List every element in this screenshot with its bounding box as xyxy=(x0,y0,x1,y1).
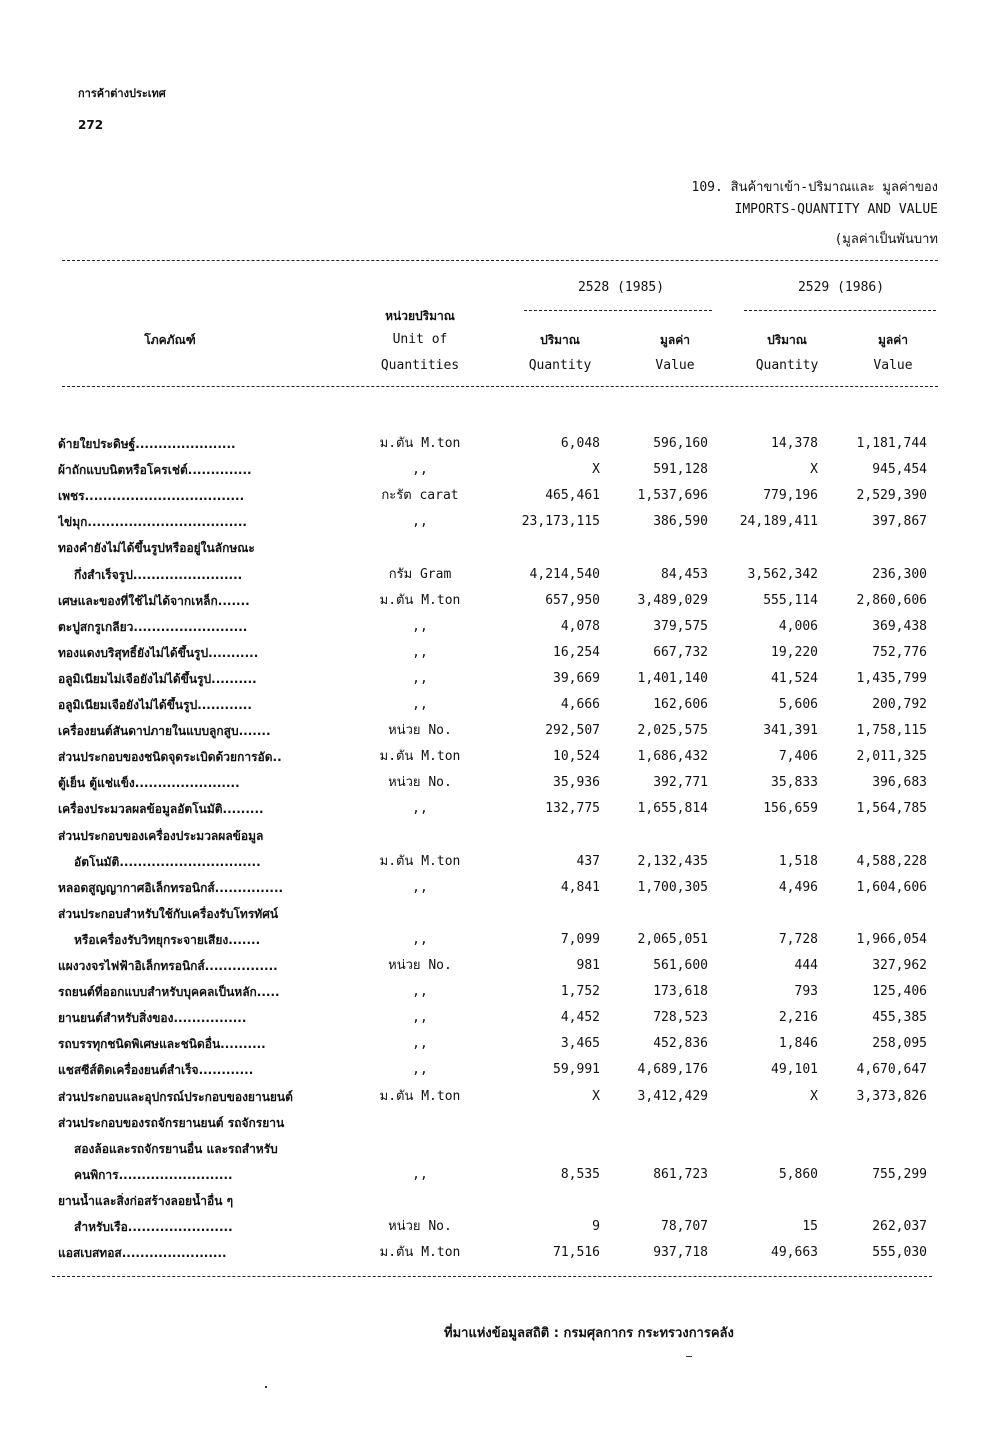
value-1985-cell: 162,606 xyxy=(653,697,708,712)
commodity-cell: หรือเครื่องรับวิทยุกระจายเสียง....... xyxy=(74,932,261,947)
commodity-cell: ทองแดงบริสุทธิ์ยังไม่ได้ขึ้นรูป........... xyxy=(58,645,259,660)
quantity-1986-cell: 341,391 xyxy=(763,723,818,739)
value-1986-cell: 1,966,054 xyxy=(856,931,927,947)
commodity-cell: แอสเบสทอส....................... xyxy=(58,1246,227,1261)
unit-cell: ม.ตัน M.ton xyxy=(379,592,461,608)
quantity-1985-cell: 39,669 xyxy=(553,670,600,686)
quantity-1985-cell: X xyxy=(592,462,600,478)
quantity-1985-cell: 132,775 xyxy=(545,801,600,817)
commodity-cell: ส่วนประกอบของเครื่องประมวลผลข้อมูล xyxy=(58,828,264,843)
value-1986-cell: 4,670,647 xyxy=(856,1062,927,1078)
quantity-1985-cell: 16,254 xyxy=(553,644,600,660)
value-1985-cell: 1,537,696 xyxy=(637,488,708,504)
quantity-1986-cell: 24,189,411 xyxy=(739,514,818,530)
quantity-1985-cell: 4,078 xyxy=(560,618,600,634)
commodity-cell: กึ่งสำเร็จรูป........................ xyxy=(74,567,243,582)
page-number: 272 xyxy=(78,118,104,132)
unit-cell: ,, xyxy=(412,1062,428,1078)
commodity-cell: รถบรรทุกชนิดพิเศษและชนิดอื่น.......... xyxy=(58,1037,266,1052)
value-1985-cell: 3,412,429 xyxy=(637,1088,708,1104)
quantity-1985-cell: X xyxy=(592,1088,600,1104)
value-1986-cell: 755,299 xyxy=(872,1166,927,1182)
val-1986-header-en: Value xyxy=(873,358,913,373)
unit-cell: ,, xyxy=(412,1036,428,1052)
unit-cell: ,, xyxy=(412,670,428,686)
quantity-1986-cell: 4,496 xyxy=(778,879,818,895)
commodity-cell: รถยนต์ที่ออกแบบสำหรับบุคคลเป็นหลัก..... xyxy=(58,985,280,1000)
table-row xyxy=(0,723,990,749)
qty-1986-header-en: Quantity xyxy=(755,358,819,373)
table-row xyxy=(0,1219,990,1245)
quantity-1985-cell: 4,452 xyxy=(560,1010,600,1026)
qty-1986-header-th: ปริมาณ xyxy=(767,333,807,347)
unit-cell: ม.ตัน M.ton xyxy=(379,1245,461,1261)
quantity-1985-cell: 981 xyxy=(576,958,600,973)
table-row xyxy=(0,645,990,671)
quantity-1986-cell: 7,406 xyxy=(778,749,818,765)
unit-cell: ,, xyxy=(412,801,428,817)
unit-cell: ม.ตัน M.ton xyxy=(379,1088,461,1104)
value-1986-cell: 397,867 xyxy=(872,514,927,530)
unit-cell: ,, xyxy=(412,514,428,530)
value-1986-cell: 455,385 xyxy=(872,1010,927,1026)
commodity-cell: คนพิการ......................... xyxy=(74,1167,233,1182)
table-row xyxy=(0,775,990,801)
quantity-1985-cell: 6,048 xyxy=(560,436,600,451)
quantity-1986-cell: 555,114 xyxy=(763,592,818,608)
table-row xyxy=(0,1167,990,1193)
table-unit-note: (มูลค่าเป็นพันบาท xyxy=(834,232,938,247)
commodity-cell: ไข่มุก................................... xyxy=(58,515,247,530)
value-1985-cell: 452,836 xyxy=(653,1036,708,1052)
value-1986-cell: 396,683 xyxy=(872,775,927,791)
value-1986-cell: 1,181,744 xyxy=(856,436,927,451)
unit-header-en-2: Quantities xyxy=(380,358,460,373)
table-row xyxy=(0,1010,990,1036)
commodity-cell: อลูมิเนียมเจือยังไม่ได้ขึ้นรูป............ xyxy=(58,698,252,712)
year-1985-header: 2528 (1985) xyxy=(577,280,665,295)
value-1986-cell: 1,604,606 xyxy=(856,879,927,895)
value-1985-cell: 1,700,305 xyxy=(637,879,708,895)
unit-cell: ม.ตัน M.ton xyxy=(379,749,461,765)
commodity-cell: ยานยนต์สำหรับสิ่งของ................ xyxy=(58,1011,247,1026)
value-1985-cell: 937,718 xyxy=(653,1245,708,1261)
value-1986-cell: 2,529,390 xyxy=(856,488,927,504)
value-1986-cell: 752,776 xyxy=(872,644,927,660)
quantity-1985-cell: 1,752 xyxy=(560,984,600,1000)
quantity-1986-cell: 779,196 xyxy=(763,488,818,504)
table-row xyxy=(0,462,990,488)
value-1986-cell: 945,454 xyxy=(872,462,927,478)
quantity-1986-cell: 2,216 xyxy=(778,1010,818,1026)
quantity-1985-cell: 8,535 xyxy=(560,1166,600,1182)
header-bottom-rule xyxy=(62,386,938,387)
year-1986-rule xyxy=(744,310,936,311)
qty-1985-header-th: ปริมาณ xyxy=(540,333,580,347)
quantity-1985-cell: 9 xyxy=(592,1219,600,1234)
commodity-cell: สำหรับเรือ....................... xyxy=(74,1220,233,1234)
commodity-cell: เครื่องประมวลผลข้อมูลอัตโนมัติ......... xyxy=(58,802,264,817)
unit-cell: ,, xyxy=(412,1166,428,1182)
table-row xyxy=(0,567,990,593)
quantity-1985-cell: 10,524 xyxy=(553,749,600,765)
quantity-1986-cell: 1,846 xyxy=(778,1036,818,1052)
quantity-1985-cell: 465,461 xyxy=(545,488,600,504)
value-1985-cell: 1,686,432 xyxy=(637,749,708,765)
table-title-th: 109. สินค้าขาเข้า-ปริมาณและ มูลค่าของ xyxy=(691,180,938,195)
commodity-header: โภคภัณฑ์ xyxy=(144,333,196,347)
commodity-cell: ตะปูสกรูเกลียว......................... xyxy=(58,619,248,634)
unit-cell: ,, xyxy=(412,931,428,947)
value-1985-cell: 78,707 xyxy=(661,1219,708,1234)
value-1985-cell: 392,771 xyxy=(653,775,708,791)
commodity-cell: ส่วนประกอบสำหรับใช้กับเครื่องรับโทรทัศน์ xyxy=(58,906,279,921)
unit-cell: ,, xyxy=(412,984,428,1000)
value-1985-cell: 84,453 xyxy=(661,566,708,582)
value-1985-cell: 379,575 xyxy=(653,618,708,634)
quantity-1986-cell: 19,220 xyxy=(771,644,818,660)
table-row xyxy=(0,1036,990,1062)
value-1985-cell: 3,489,029 xyxy=(637,592,708,608)
value-1986-cell: 327,962 xyxy=(872,958,927,973)
table-row xyxy=(0,828,990,854)
year-1985-rule xyxy=(524,310,712,311)
commodity-cell: แชสซีส์ติดเครื่องยนต์สำเร็จ............ xyxy=(58,1063,254,1078)
table-row xyxy=(0,540,990,566)
value-1985-cell: 4,689,176 xyxy=(637,1062,708,1078)
quantity-1985-cell: 3,465 xyxy=(560,1036,600,1052)
commodity-cell: อัตโนมัติ............................... xyxy=(74,854,261,869)
commodity-cell: ทองคำยังไม่ได้ขึ้นรูปหรืออยู่ในลักษณะ xyxy=(58,541,255,556)
value-1986-cell: 262,037 xyxy=(872,1219,927,1234)
unit-cell: กะรัต carat xyxy=(381,488,459,504)
unit-cell: ,, xyxy=(412,1010,428,1026)
scan-mark xyxy=(265,1386,267,1388)
table-row xyxy=(0,1193,990,1219)
unit-cell: ม.ตัน M.ton xyxy=(379,853,461,869)
table-row xyxy=(0,880,990,906)
value-1986-cell: 1,758,115 xyxy=(856,723,927,739)
quantity-1986-cell: 35,833 xyxy=(771,775,818,791)
value-1985-cell: 173,618 xyxy=(653,984,708,1000)
unit-cell: หน่วย No. xyxy=(388,723,452,739)
quantity-1985-cell: 437 xyxy=(576,853,600,869)
quantity-1986-cell: X xyxy=(810,462,818,478)
quantity-1985-cell: 4,666 xyxy=(560,697,600,712)
commodity-cell: เศษและของที่ใช้ไม่ได้จากเหล็ก....... xyxy=(58,593,250,608)
value-1986-cell: 2,011,325 xyxy=(856,749,927,765)
value-1985-cell: 667,732 xyxy=(653,644,708,660)
table-row xyxy=(0,1141,990,1167)
value-1986-cell: 1,564,785 xyxy=(856,801,927,817)
table-row xyxy=(0,488,990,514)
quantity-1986-cell: 14,378 xyxy=(771,436,818,451)
qty-1985-header-en: Quantity xyxy=(528,358,592,373)
table-row xyxy=(0,932,990,958)
table-row xyxy=(0,749,990,775)
commodity-cell: ผ้าถักแบบนิตหรือโครเช่ต์.............. xyxy=(58,463,252,478)
unit-cell: หน่วย No. xyxy=(388,958,452,973)
value-1986-cell: 3,373,826 xyxy=(856,1088,927,1104)
value-1985-cell: 2,025,575 xyxy=(637,723,708,739)
quantity-1985-cell: 7,099 xyxy=(560,931,600,947)
commodity-cell: ตู้เย็น ตู้แช่แข็ง....................... xyxy=(58,776,240,791)
table-row xyxy=(0,1245,990,1271)
quantity-1985-cell: 59,991 xyxy=(553,1062,600,1078)
top-rule xyxy=(62,260,938,261)
quantity-1985-cell: 35,936 xyxy=(553,775,600,791)
unit-cell: ,, xyxy=(412,879,428,895)
quantity-1986-cell: 1,518 xyxy=(778,853,818,869)
quantity-1986-cell: X xyxy=(810,1088,818,1104)
unit-cell: หน่วย No. xyxy=(388,775,452,791)
section-title: การค้าต่างประเทศ xyxy=(78,87,166,100)
unit-cell: ,, xyxy=(412,697,428,712)
commodity-cell: ยานน้ำและสิ่งก่อสร้างลอยน้ำอื่น ๆ xyxy=(58,1193,234,1208)
value-1986-cell: 258,095 xyxy=(872,1036,927,1052)
table-row xyxy=(0,593,990,619)
quantity-1986-cell: 793 xyxy=(794,984,818,1000)
unit-cell: ,, xyxy=(412,644,428,660)
unit-cell: ,, xyxy=(412,618,428,634)
quantity-1986-cell: 7,728 xyxy=(778,931,818,947)
value-1985-cell: 728,523 xyxy=(653,1010,708,1026)
source-note: ที่มาแห่งข้อมูลสถิติ : กรมศุลกากร กระทรวงการคลัง xyxy=(444,1326,734,1341)
unit-cell: หน่วย No. xyxy=(388,1219,452,1234)
table-title-en: IMPORTS-QUANTITY AND VALUE xyxy=(734,202,938,217)
scan-mark xyxy=(686,1356,692,1357)
table-row xyxy=(0,906,990,932)
value-1986-cell: 125,406 xyxy=(872,984,927,1000)
value-1985-cell: 596,160 xyxy=(653,436,708,451)
quantity-1986-cell: 5,606 xyxy=(778,697,818,712)
bottom-rule xyxy=(52,1276,932,1277)
value-1986-cell: 1,435,799 xyxy=(856,670,927,686)
table-row xyxy=(0,436,990,462)
value-1985-cell: 561,600 xyxy=(653,958,708,973)
val-1985-header-en: Value xyxy=(655,358,695,373)
table-row xyxy=(0,854,990,880)
quantity-1986-cell: 3,562,342 xyxy=(747,566,818,582)
commodity-cell: หลอดสูญญากาศอิเล็กทรอนิกส์............... xyxy=(58,880,284,895)
table-row xyxy=(0,958,990,984)
quantity-1986-cell: 5,860 xyxy=(778,1166,818,1182)
quantity-1985-cell: 4,214,540 xyxy=(529,566,600,582)
value-1986-cell: 200,792 xyxy=(872,697,927,712)
quantity-1985-cell: 657,950 xyxy=(545,592,600,608)
quantity-1986-cell: 41,524 xyxy=(771,670,818,686)
value-1986-cell: 555,030 xyxy=(872,1245,927,1261)
table-row xyxy=(0,1062,990,1088)
value-1985-cell: 2,132,435 xyxy=(637,853,708,869)
commodity-cell: ส่วนประกอบของชนิดจุดระเบิดด้วยการอัด.. xyxy=(58,750,282,765)
value-1985-cell: 591,128 xyxy=(653,462,708,478)
quantity-1986-cell: 49,663 xyxy=(771,1245,818,1261)
unit-header-th: หน่วยปริมาณ xyxy=(385,309,455,323)
quantity-1985-cell: 71,516 xyxy=(553,1245,600,1261)
commodity-cell: ด้ายใยประดิษฐ์...................... xyxy=(58,437,236,451)
value-1986-cell: 4,588,228 xyxy=(856,853,927,869)
table-row xyxy=(0,619,990,645)
val-1986-header-th: มูลค่า xyxy=(877,333,909,347)
table-row xyxy=(0,514,990,540)
commodity-cell: สองล้อและรถจักรยานอื่น และรถสำหรับ xyxy=(74,1141,278,1156)
table-row xyxy=(0,1115,990,1141)
quantity-1986-cell: 444 xyxy=(794,958,818,973)
commodity-cell: เพชร................................... xyxy=(58,489,245,504)
commodity-cell: เครื่องยนต์สันดาปภายในแบบลูกสูบ....... xyxy=(58,724,271,739)
unit-header-en-1: Unit of xyxy=(392,332,448,347)
value-1985-cell: 861,723 xyxy=(653,1166,708,1182)
value-1985-cell: 386,590 xyxy=(653,514,708,530)
commodity-cell: ส่วนประกอบและอุปกรณ์ประกอบของยานยนต์ xyxy=(58,1089,293,1104)
year-1986-header: 2529 (1986) xyxy=(797,280,885,295)
table-row xyxy=(0,801,990,827)
quantity-1986-cell: 15 xyxy=(802,1219,818,1234)
commodity-cell: อลูมิเนียมไม่เจือยังไม่ได้ขึ้นรูป.......... xyxy=(58,671,257,686)
value-1986-cell: 2,860,606 xyxy=(856,592,927,608)
value-1986-cell: 369,438 xyxy=(872,618,927,634)
value-1986-cell: 236,300 xyxy=(872,566,927,582)
val-1985-header-th: มูลค่า xyxy=(659,333,691,347)
value-1985-cell: 2,065,051 xyxy=(637,931,708,947)
commodity-cell: ส่วนประกอบของรถจักรยานยนต์ รถจักรยาน xyxy=(58,1115,285,1130)
table-row xyxy=(0,671,990,697)
quantity-1986-cell: 156,659 xyxy=(763,801,818,817)
quantity-1986-cell: 4,006 xyxy=(778,618,818,634)
quantity-1985-cell: 23,173,115 xyxy=(521,514,600,530)
table-row xyxy=(0,697,990,723)
unit-cell: ม.ตัน M.ton xyxy=(379,436,461,451)
quantity-1986-cell: 49,101 xyxy=(771,1062,818,1078)
value-1985-cell: 1,401,140 xyxy=(637,670,708,686)
table-row xyxy=(0,984,990,1010)
value-1985-cell: 1,655,814 xyxy=(637,801,708,817)
quantity-1985-cell: 292,507 xyxy=(545,723,600,739)
unit-cell: กรัม Gram xyxy=(388,566,452,582)
commodity-cell: แผงวงจรไฟฟ้าอิเล็กทรอนิกส์................ xyxy=(58,959,278,973)
unit-cell: ,, xyxy=(412,462,428,478)
quantity-1985-cell: 4,841 xyxy=(560,879,600,895)
table-row xyxy=(0,1089,990,1115)
